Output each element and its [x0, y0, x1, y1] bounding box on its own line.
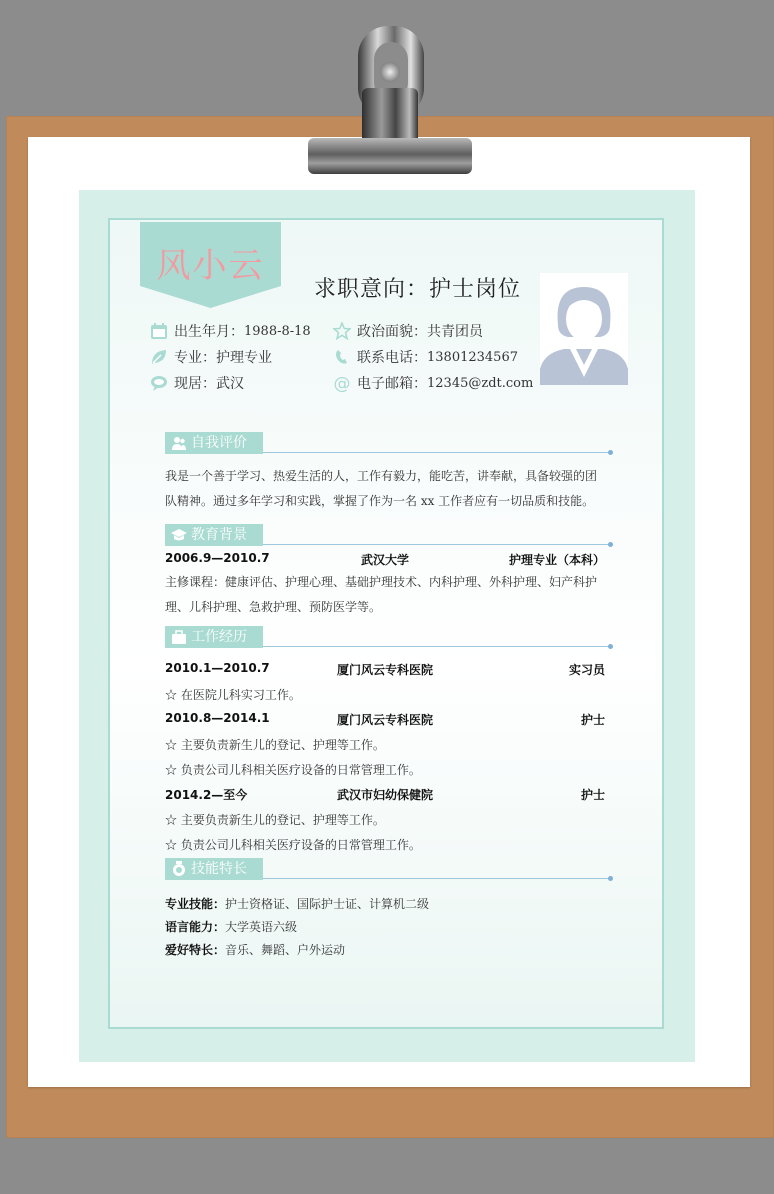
job-org: 厦门风云专科医院 [336, 713, 433, 727]
calendar-icon [150, 322, 168, 340]
job-period: 2010.8—2014.1 [165, 711, 270, 725]
section-header-education [165, 524, 613, 546]
job-row [165, 786, 605, 804]
job-duty: ☆ 负责公司儿科相关医疗设备的日常管理工作。 [165, 838, 421, 852]
at-icon [333, 374, 351, 392]
job-duty: ☆ 主要负责新生儿的登记、护理等工作。 [165, 738, 385, 752]
candidate-name: 风小云 [156, 246, 265, 286]
briefcase-icon [171, 629, 187, 645]
info-phone-label: 联系电话： [357, 350, 427, 366]
self-evaluation-text [165, 464, 613, 514]
section-title-work: 工作经历 [191, 629, 247, 645]
info-residence-label: 现居： [174, 376, 216, 392]
info-email [333, 373, 533, 393]
binder-clip-icon [300, 26, 480, 176]
graduation-cap-icon [171, 527, 187, 543]
info-major-label: 专业： [174, 350, 216, 366]
job-row [165, 661, 605, 679]
skill-label: 语言能力： [165, 920, 226, 934]
job-period: 2010.1—2010.7 [165, 661, 270, 675]
section-header-self [165, 432, 613, 454]
info-politics-label: 政治面貌： [357, 324, 427, 340]
skill-value: 音乐、舞蹈、户外运动 [225, 943, 346, 957]
info-birth-label: 出生年月： [174, 324, 244, 340]
skill-label: 爱好特长： [165, 943, 226, 957]
info-residence-value: 武汉 [216, 376, 244, 392]
job-duty: ☆ 在医院儿科实习工作。 [165, 688, 301, 702]
info-birth [150, 321, 311, 341]
info-major-value: 护理专业 [216, 350, 272, 366]
skill-item [165, 941, 345, 958]
job-duty: ☆ 主要负责新生儿的登记、护理等工作。 [165, 813, 385, 827]
info-major [150, 347, 272, 367]
skill-label: 专业技能： [165, 897, 226, 911]
section-title-self: 自我评价 [191, 435, 247, 451]
medal-icon [171, 861, 187, 877]
self-line: 队精神。通过多年学习和实践，掌握了作为一名 xx 工作者应有一切品质和技能。 [165, 494, 595, 508]
section-title-education: 教育背景 [191, 527, 247, 543]
job-role: 实习员 [568, 663, 605, 677]
education-line: 理、儿科护理、急救护理、预防医学等。 [165, 600, 382, 614]
skill-value: 护士资格证、国际护士证、计算机二级 [225, 897, 430, 911]
name-banner [140, 222, 281, 308]
info-email-label: 电子邮箱： [357, 376, 427, 392]
job-role: 护士 [580, 788, 605, 802]
education-row [165, 551, 605, 569]
job-duty: ☆ 负责公司儿科相关医疗设备的日常管理工作。 [165, 763, 421, 777]
section-header-work [165, 626, 613, 648]
info-phone-value: 13801234567 [427, 349, 518, 365]
avatar-silhouette-icon [540, 273, 628, 385]
skill-item [165, 918, 297, 935]
education-degree: 护理专业（本科） [508, 553, 605, 567]
job-row [165, 711, 605, 729]
education-school: 武汉大学 [360, 553, 409, 567]
phone-icon [333, 348, 351, 366]
info-politics [333, 321, 483, 341]
info-email-value: 12345@zdt.com [427, 375, 534, 391]
section-title-skills: 技能特长 [191, 861, 247, 877]
avatar [540, 273, 628, 385]
info-residence [150, 373, 244, 393]
star-icon [333, 322, 351, 340]
job-org: 武汉市妇幼保健院 [336, 788, 433, 802]
people-icon [171, 435, 187, 451]
job-period: 2014.2—至今 [165, 788, 248, 802]
skill-item [165, 895, 429, 912]
section-header-skills [165, 858, 613, 880]
education-period: 2006.9—2010.7 [165, 551, 270, 565]
svg-text:@: @ [333, 374, 351, 392]
skill-value: 大学英语六级 [225, 920, 298, 934]
info-birth-value: 1988-8-18 [244, 323, 311, 339]
info-politics-value: 共青团员 [427, 324, 483, 340]
leaf-icon [150, 348, 168, 366]
job-role: 护士 [580, 713, 605, 727]
info-phone [333, 347, 518, 367]
job-objective: 求职意向：护士岗位 [314, 277, 522, 302]
self-line: 我是一个善于学习、热爱生活的人，工作有毅力，能吃苦，讲奉献，具备较强的团 [165, 469, 598, 483]
education-courses [165, 570, 613, 620]
education-line: 主修课程：健康评估、护理心理、基础护理技术、内科护理、外科护理、妇产科护 [165, 575, 598, 589]
chat-icon [150, 374, 168, 392]
job-org: 厦门风云专科医院 [336, 663, 433, 677]
